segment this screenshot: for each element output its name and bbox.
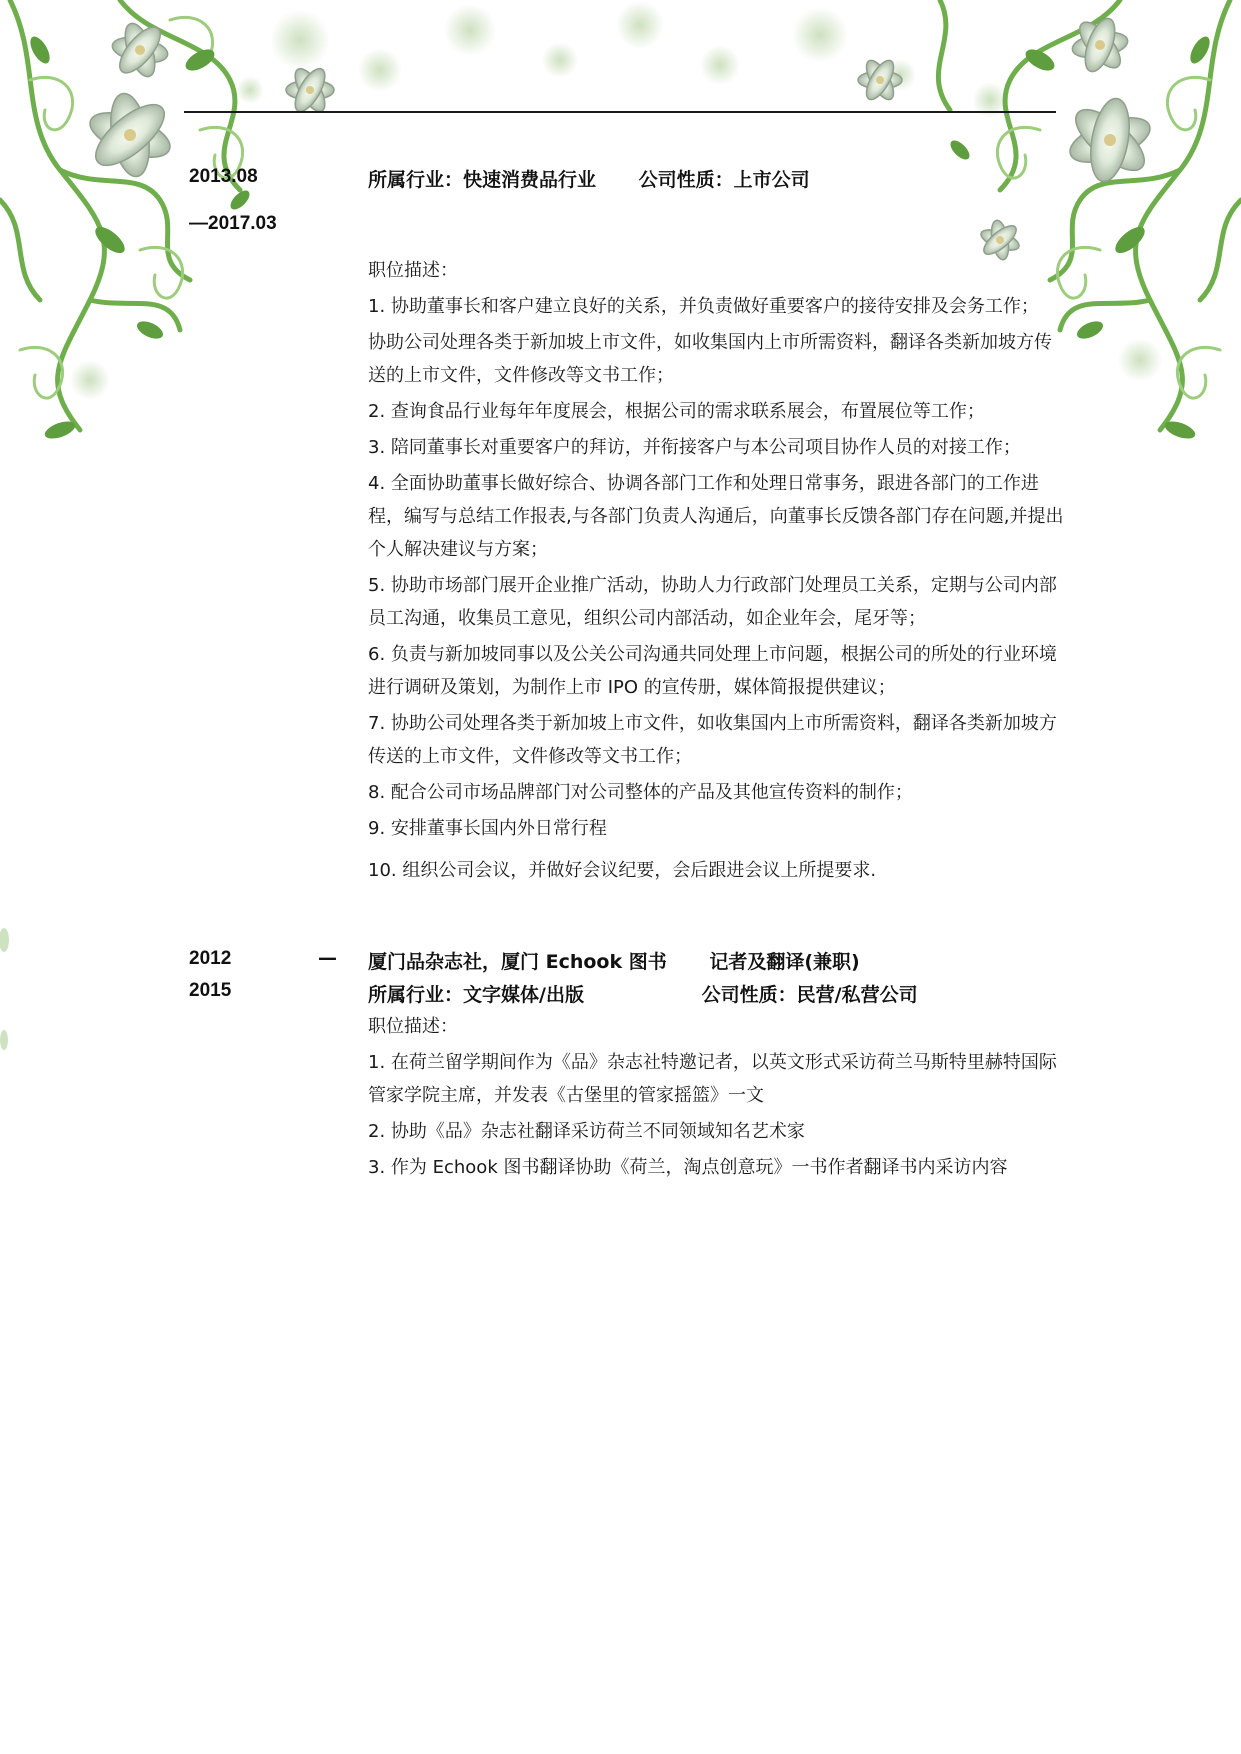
job1-item: 3. 陪同董事长对重要客户的拜访，并衔接客户与本公司项目协作人员的对接工作； bbox=[368, 437, 1021, 458]
job2-meta-line bbox=[368, 980, 918, 1007]
job1-item: 8. 配合公司市场品牌部门对公司整体的产品及其他宣传资料的制作； bbox=[368, 782, 913, 803]
job2-date-dash: — bbox=[318, 947, 337, 969]
job2-company-type: 公司性质：民营/私营公司 bbox=[701, 984, 918, 1006]
job1-item: 1. 协助董事长和客户建立良好的关系，并负责做好重要客户的接待安排及会务工作； bbox=[368, 296, 1039, 317]
job1-item: 5. 协助市场部门展开企业推广活动，协助人力行政部门处理员工关系，定期与公司内部员工沟通，收集员工意见，组织公司内部活动，如企业年会，尾牙等； bbox=[368, 575, 1057, 629]
job2-item: 3. 作为 Echook 图书翻译协助《荷兰，淘点创意玩》一书作者翻译书内采访内容 bbox=[368, 1157, 1008, 1178]
job2-company: 厦门品杂志社，厦门 Echook 图书 bbox=[368, 951, 667, 973]
job2-date-end: 2015 bbox=[189, 980, 232, 1001]
job2-position: 记者及翻译(兼职) bbox=[709, 951, 860, 973]
job1-desc-label: 职位描述： bbox=[368, 260, 458, 281]
job1-item: 2. 查询食品行业每年年度展会，根据公司的需求联系展会，布置展位等工作； bbox=[368, 401, 985, 422]
job1-item: 协助公司处理各类于新加坡上市文件，如收集国内上市所需资料，翻译各类新加坡方传送的上市文件，文件修改等文书工作； bbox=[368, 332, 1052, 386]
job2-item: 1. 在荷兰留学期间作为《品》杂志社特邀记者，以英文形式采访荷兰马斯特里赫特国际管家学院主席，并发表《古堡里的管家摇篮》一文 bbox=[368, 1052, 1057, 1106]
job1-item: 4. 全面协助董事长做好综合、协调各部门工作和处理日常事务，跟进各部门的工作进程，编写与总结工作报表,与各部门负责人沟通后，向董事长反馈各部门存在问题,并提出个人解决建议与方案； bbox=[368, 473, 1064, 560]
job2-description bbox=[368, 1010, 1068, 1184]
job2-date-start: 2012 bbox=[189, 948, 232, 969]
job1-item: 6. 负责与新加坡同事以及公关公司沟通共同处理上市问题，根据公司的所处的行业环境进行调研及策划，为制作上市 IPO 的宣传册，媒体简报提供建议； bbox=[368, 644, 1057, 698]
job2-industry: 所属行业：文字媒体/出版 bbox=[368, 984, 584, 1006]
job1-company-type: 公司性质：上市公司 bbox=[638, 169, 810, 191]
job1-industry: 所属行业：快速消费品行业 bbox=[368, 169, 597, 191]
job1-item: 10. 组织公司会议，并做好会议纪要，会后跟进会议上所提要求. bbox=[368, 860, 877, 881]
job1-item: 7. 协助公司处理各类于新加坡上市文件，如收集国内上市所需资料，翻译各类新加坡方传送的上市文件，文件修改等文书工作； bbox=[368, 713, 1057, 767]
job2-desc-label: 职位描述： bbox=[368, 1016, 458, 1037]
header-divider bbox=[184, 111, 1056, 113]
job1-date-start: 2013.08 bbox=[189, 166, 258, 187]
job1-date-end: —2017.03 bbox=[189, 213, 277, 234]
job2-company-line bbox=[368, 947, 860, 974]
job2-item: 2. 协助《品》杂志社翻译采访荷兰不同领域知名艺术家 bbox=[368, 1121, 805, 1142]
job1-header bbox=[368, 165, 810, 192]
job1-item: 9. 安排董事长国内外日常行程 bbox=[368, 818, 607, 839]
job1-description bbox=[368, 254, 1068, 887]
